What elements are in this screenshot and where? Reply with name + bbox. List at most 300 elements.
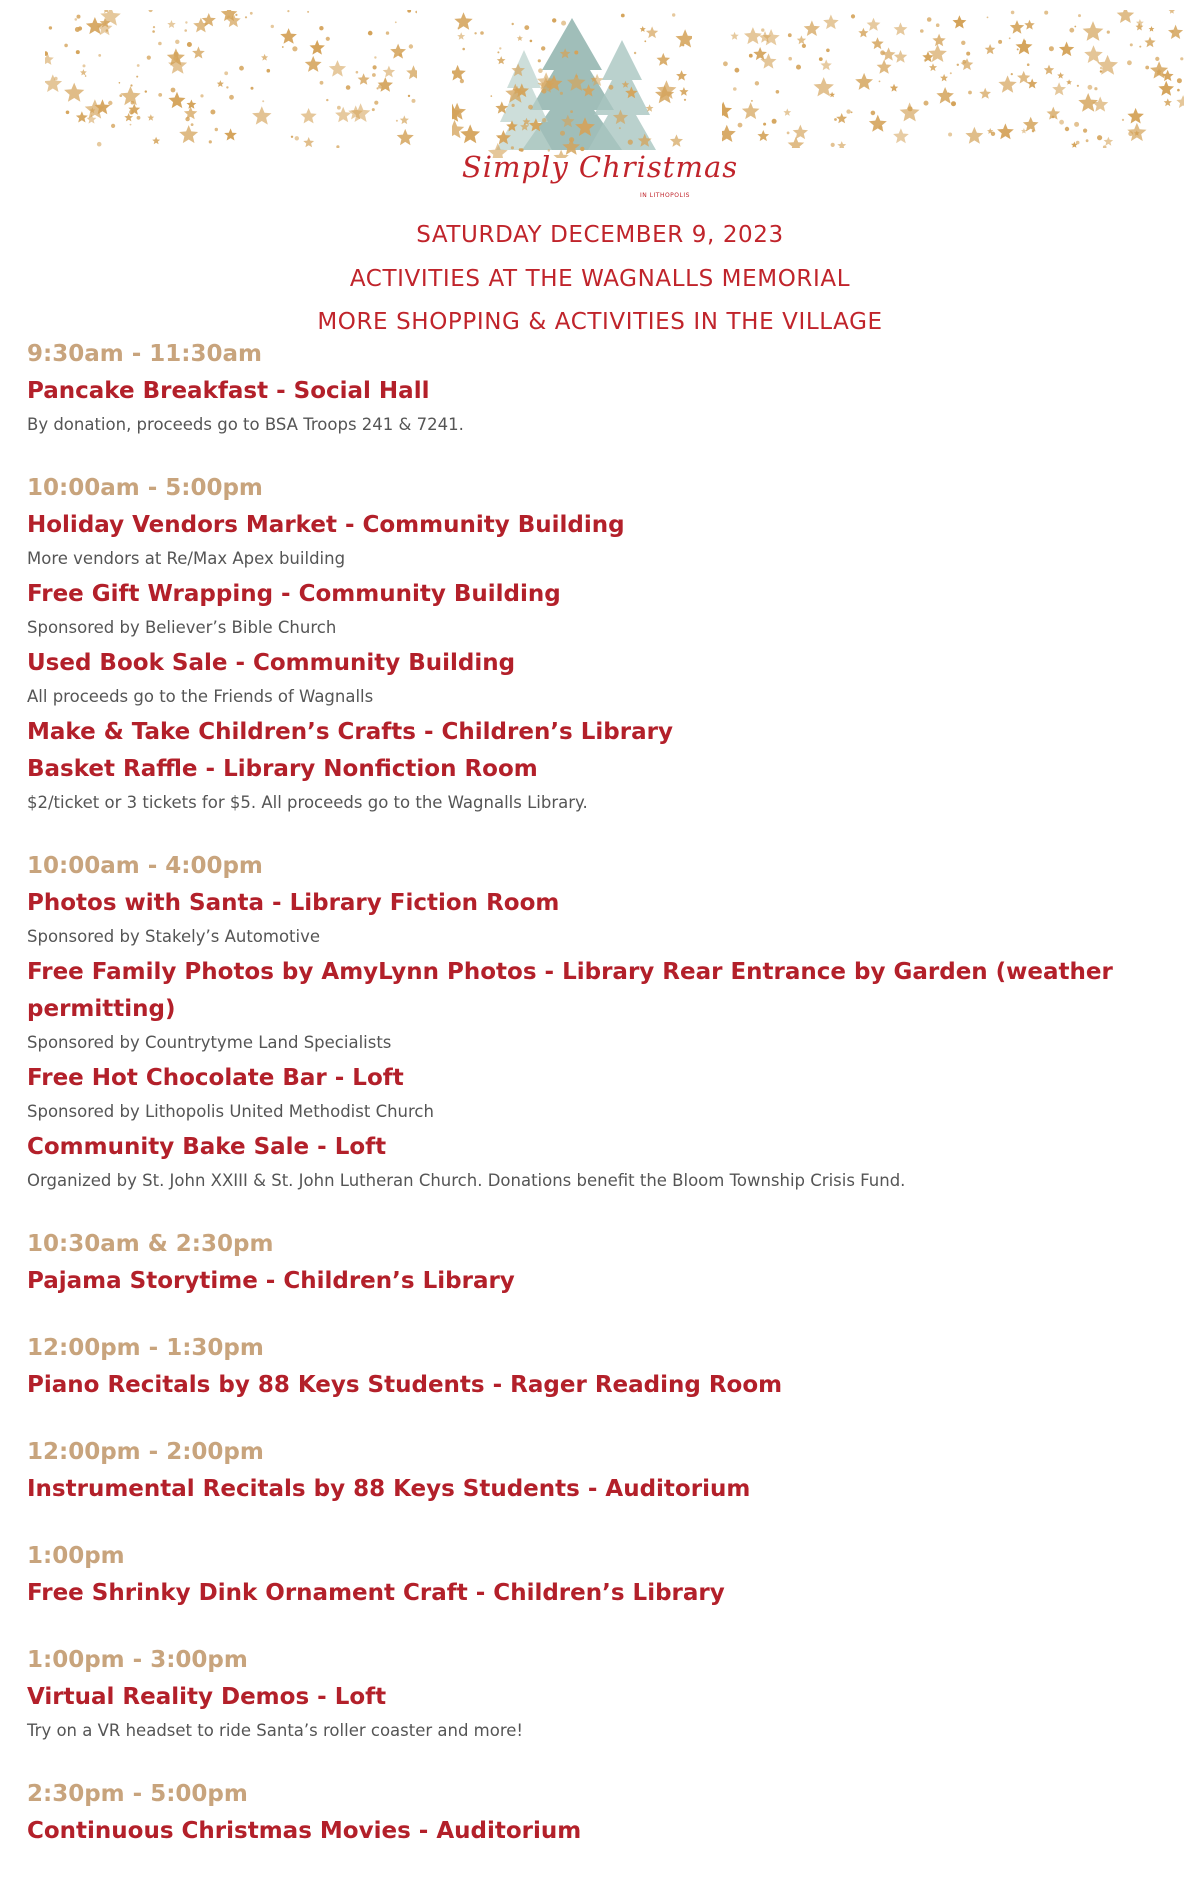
time-slot: 2:30pm - 5:00pm (27, 1781, 248, 1807)
star-icon (235, 14, 237, 16)
star-icon (879, 81, 881, 83)
star-icon (831, 143, 835, 147)
schedule-block (27, 1642, 1167, 1746)
star-icon (837, 141, 846, 148)
star-icon (64, 83, 84, 102)
star-icon (890, 84, 898, 92)
star-icon (1127, 108, 1144, 124)
event-title: Pancake Breakfast - Social Hall (27, 378, 430, 404)
star-icon (1130, 43, 1133, 46)
simply-christmas-logo (0, 150, 1200, 202)
star-icon (292, 46, 297, 51)
star-icon (1069, 28, 1074, 33)
star-icon (226, 86, 228, 88)
star-icon (407, 10, 411, 13)
star-icon (499, 47, 501, 49)
star-icon (185, 21, 187, 23)
star-icon (368, 31, 373, 36)
star-icon (744, 27, 762, 44)
star-icon (409, 44, 413, 48)
star-icon (742, 102, 760, 119)
star-icon (517, 35, 523, 41)
star-icon (224, 71, 228, 75)
star-icon (867, 18, 881, 31)
event-description: By donation, proceeds go to BSA Troops 241 & 7241. (27, 415, 464, 434)
star-icon (1074, 122, 1079, 127)
time-slot: 1:00pm - 3:00pm (27, 1647, 248, 1673)
star-icon (1065, 127, 1069, 131)
star-icon (829, 92, 835, 98)
star-icon (1158, 81, 1174, 96)
star-icon (928, 44, 947, 62)
event-description: Sponsored by Stakely’s Automotive (27, 927, 321, 946)
star-icon (1032, 130, 1035, 133)
star-icon (530, 40, 533, 43)
star-icon (541, 46, 545, 50)
event-title: Basket Raffle - Library Nonfiction Room (27, 756, 538, 782)
event-title: Make & Take Children’s Crafts - Children’s Library (27, 719, 673, 745)
star-icon (1059, 120, 1064, 125)
time-slot: 12:00pm - 2:00pm (27, 1439, 264, 1465)
star-icon (733, 87, 737, 91)
star-icon (372, 108, 375, 111)
event-title: Photos with Santa - Library Fiction Room (27, 890, 560, 916)
star-icon (998, 40, 1002, 44)
schedule-block (27, 1538, 1167, 1612)
star-icon (261, 54, 268, 61)
schedule-block (27, 470, 1167, 818)
star-icon (657, 53, 671, 66)
star-icon (130, 124, 132, 126)
event-title: Free Family Photos by AmyLynn Photos - Library Rear Entrance by Garden (weather permitting) (27, 959, 1113, 1022)
event-title: Community Bake Sale - Loft (27, 1134, 387, 1160)
star-icon (54, 77, 58, 81)
star-icon (1157, 72, 1160, 75)
star-icon (646, 26, 658, 38)
star-icon (927, 17, 932, 22)
star-icon (137, 64, 140, 67)
event-description: More vendors at Re/Max Apex building (27, 549, 346, 568)
star-icon (452, 65, 466, 81)
star-icon (320, 81, 324, 85)
star-icon (900, 102, 920, 121)
star-icon (335, 107, 351, 123)
time-slot: 1:00pm (27, 1543, 125, 1569)
star-icon (167, 20, 175, 28)
star-icon (1017, 48, 1019, 50)
event-description: Sponsored by Believer’s Bible Church (27, 618, 337, 637)
event-title: Continuous Christmas Movies - Auditorium (27, 1818, 582, 1844)
star-icon (965, 127, 983, 144)
star-icon (326, 37, 330, 41)
venue-heading: ACTIVITIES AT THE WAGNALLS MEMORIAL (349, 265, 851, 292)
star-icon (383, 66, 395, 78)
star-icon (722, 125, 736, 142)
event-title: Pajama Storytime - Children’s Library (27, 1268, 515, 1294)
star-icon (787, 132, 790, 135)
star-icon (561, 21, 566, 26)
star-icon (326, 99, 328, 101)
star-icon (291, 136, 293, 138)
star-icon (310, 40, 325, 55)
star-icon (498, 136, 500, 138)
star-icon (319, 26, 323, 30)
star-icon (77, 15, 81, 19)
event-description: Try on a VR headset to ride Santa’s roller coaster and more! (27, 1721, 524, 1740)
star-icon (497, 51, 499, 53)
star-icon (751, 100, 753, 102)
event-headings (0, 214, 1200, 345)
star-icon (158, 42, 162, 46)
star-icon (929, 63, 937, 71)
event-title: Piano Recitals by 88 Keys Students - Rager Reading Room (27, 1372, 783, 1398)
star-icon (1077, 85, 1079, 87)
star-icon (210, 110, 215, 115)
star-icon (454, 12, 472, 30)
star-icon (85, 75, 87, 77)
star-icon (804, 20, 820, 36)
star-icon (968, 91, 972, 95)
schedule-block (27, 1330, 1167, 1404)
star-icon (987, 17, 989, 19)
star-icon (1088, 85, 1093, 90)
schedule-block (27, 1226, 1167, 1300)
star-icon (1145, 66, 1149, 70)
event-title: Holiday Vendors Market - Community Building (27, 512, 625, 538)
gold-stars-illustration (45, 10, 417, 148)
star-icon (871, 37, 883, 49)
star-icon (136, 76, 138, 78)
star-icon (851, 111, 853, 113)
star-icon (217, 80, 224, 87)
star-icon (83, 64, 86, 67)
event-title: Instrumental Recitals by 88 Keys Students - Auditorium (27, 1476, 751, 1502)
star-icon (1044, 65, 1054, 75)
star-icon (262, 100, 264, 102)
star-icon (158, 93, 162, 97)
star-icon (108, 101, 112, 105)
star-icon (1092, 97, 1108, 112)
event-description: All proceeds go to the Friends of Wagnalls (27, 687, 374, 706)
star-icon (374, 56, 376, 58)
star-icon (1155, 57, 1159, 61)
star-icon (386, 31, 389, 34)
star-icon (749, 54, 753, 58)
star-icon (245, 16, 247, 18)
star-icon (191, 123, 194, 126)
star-icon (1083, 129, 1087, 133)
star-icon (1078, 93, 1098, 112)
star-icon (76, 111, 88, 122)
star-icon (640, 26, 646, 32)
star-icon (358, 73, 370, 85)
star-banner-right (722, 10, 1184, 148)
star-icon (215, 128, 218, 131)
star-icon (676, 70, 687, 80)
star-icon (894, 22, 908, 35)
star-icon (1044, 11, 1048, 15)
star-icon (936, 23, 940, 27)
schedule-block (27, 848, 1167, 1196)
event-title: Free Gift Wrapping - Community Building (27, 581, 561, 607)
star-icon (179, 125, 198, 143)
star-icon (78, 26, 82, 30)
star-icon (145, 90, 147, 92)
star-icon (1100, 70, 1102, 72)
star-icon (858, 28, 868, 38)
event-description: $2/ticket or 3 tickets for $5. All proceeds go to the Wagnalls Library. (27, 793, 588, 812)
star-icon (452, 103, 466, 120)
star-icon (528, 105, 533, 110)
tree-banner (452, 10, 692, 158)
star-icon (149, 10, 153, 12)
star-icon (49, 26, 52, 29)
star-icon (628, 140, 633, 145)
star-icon (1027, 79, 1038, 89)
star-icon (147, 114, 154, 121)
star-icon (64, 44, 68, 48)
star-icon (966, 52, 970, 56)
event-date-heading: SATURDAY DECEMBER 9, 2023 (416, 222, 784, 248)
star-icon (80, 69, 87, 75)
star-icon (171, 88, 176, 93)
star-icon (940, 74, 948, 82)
star-icon (1023, 117, 1039, 132)
star-icon (408, 95, 410, 97)
star-icon (1017, 71, 1030, 84)
winter-trees-illustration (452, 10, 692, 158)
star-icon (356, 71, 359, 74)
star-icon (723, 61, 728, 66)
star-icon (823, 15, 839, 30)
star-icon (415, 11, 417, 13)
event-description: Organized by St. John XXIII & St. John Lutheran Church. Donations benefit the Bloom Township Crisis Fund. (27, 1171, 906, 1190)
star-icon (951, 101, 956, 106)
star-icon (560, 92, 563, 95)
star-icon (192, 46, 205, 58)
star-icon (1094, 87, 1097, 90)
star-icon (575, 75, 578, 78)
star-icon (836, 113, 847, 123)
star-icon (267, 69, 271, 73)
star-icon (372, 73, 376, 77)
star-icon (574, 51, 578, 55)
star-icon (763, 123, 766, 126)
star-icon (147, 56, 151, 60)
star-icon (793, 125, 808, 140)
logo-script-text: Simply Christmas (461, 150, 739, 184)
star-icon (457, 32, 465, 40)
star-icon (679, 87, 688, 96)
star-icon (788, 33, 792, 37)
star-icon (512, 23, 514, 25)
star-icon (961, 41, 965, 45)
star-icon (1057, 72, 1064, 79)
event-title: Used Book Sale - Community Building (27, 650, 516, 676)
star-icon (137, 116, 141, 120)
star-icon (497, 56, 506, 64)
star-icon (187, 100, 197, 109)
star-icon (957, 64, 959, 66)
star-icon (1103, 145, 1107, 148)
star-icon (1059, 42, 1074, 57)
star-icon (252, 106, 271, 124)
star-icon (776, 90, 780, 94)
star-icon (1011, 11, 1015, 15)
star-icon (184, 107, 197, 120)
star-icon (730, 32, 738, 40)
star-icon (788, 57, 792, 61)
schedule-block (27, 1776, 1167, 1850)
star-icon (1097, 135, 1102, 140)
star-icon (950, 72, 952, 74)
star-icon (224, 128, 237, 140)
star-icon (953, 15, 967, 28)
star-icon (948, 133, 952, 137)
star-icon (936, 87, 954, 104)
star-icon (1009, 37, 1011, 39)
star-icon (753, 47, 767, 60)
star-icon (1062, 47, 1065, 50)
star-icon (1180, 57, 1183, 60)
star-icon (406, 65, 417, 79)
star-icon (287, 10, 289, 12)
star-icon (185, 117, 189, 121)
star-icon (761, 28, 764, 31)
star-icon (670, 134, 683, 147)
star-icon (851, 14, 855, 18)
star-icon (1021, 128, 1027, 134)
star-icon (1149, 26, 1155, 32)
star-icon (1024, 20, 1034, 30)
schedule-block (27, 1434, 1167, 1508)
star-icon (121, 86, 141, 105)
star-icon (152, 137, 160, 145)
star-icon (802, 44, 806, 48)
star-icon (400, 115, 409, 124)
star-icon (821, 60, 832, 71)
star-icon (397, 129, 414, 145)
star-banner-left (45, 10, 417, 148)
star-icon (672, 13, 675, 16)
star-icon (924, 101, 929, 106)
star-icon (684, 99, 686, 101)
star-icon (961, 58, 974, 70)
star-icon (735, 68, 740, 73)
star-icon (932, 34, 945, 47)
star-icon (877, 60, 892, 74)
star-icon (797, 35, 806, 44)
star-icon (378, 84, 382, 88)
star-icon (250, 12, 253, 15)
star-icon (329, 60, 346, 77)
star-icon (396, 120, 398, 122)
star-icon (1177, 89, 1180, 92)
star-icon (834, 118, 837, 121)
star-icon (377, 87, 379, 89)
star-icon (855, 73, 873, 90)
star-icon (412, 99, 416, 103)
star-icon (1168, 25, 1183, 39)
star-icon (1049, 46, 1054, 51)
star-icon (1100, 67, 1103, 70)
star-icon (991, 132, 995, 136)
star-icon (1078, 14, 1081, 17)
star-icon (1010, 20, 1024, 34)
event-description: Sponsored by Lithopolis United Methodist Church (27, 1102, 434, 1121)
star-icon (452, 120, 464, 138)
star-icon (282, 46, 284, 48)
star-icon (153, 26, 155, 28)
schedule-list (27, 336, 1167, 1880)
star-icon (45, 74, 62, 92)
star-icon (609, 85, 614, 90)
star-icon (111, 124, 115, 128)
star-icon (76, 50, 80, 54)
star-icon (119, 82, 121, 84)
star-icon (538, 59, 541, 62)
star-icon (1177, 78, 1182, 83)
time-slot: 10:00am - 5:00pm (27, 475, 263, 501)
star-icon (184, 29, 187, 32)
star-icon (1011, 73, 1013, 75)
star-icon (187, 42, 192, 47)
star-icon (152, 30, 155, 33)
star-icon (538, 68, 543, 73)
star-icon (819, 57, 823, 61)
star-icon (783, 108, 791, 116)
star-icon (1107, 31, 1110, 34)
star-icon (1066, 79, 1072, 84)
village-heading: MORE SHOPPING & ACTIVITIES IN THE VILLAGE (317, 309, 883, 335)
star-icon (871, 111, 876, 116)
event-title: Virtual Reality Demos - Loft (27, 1684, 387, 1710)
star-icon (374, 101, 378, 105)
star-icon (373, 65, 377, 69)
star-icon (621, 14, 625, 18)
star-icon (846, 109, 850, 113)
star-icon (796, 65, 801, 70)
star-icon (295, 136, 299, 140)
star-icon (1127, 60, 1132, 65)
star-icon (542, 118, 546, 122)
star-icon (814, 77, 834, 96)
star-icon (97, 142, 102, 147)
star-icon (305, 56, 322, 72)
star-icon (1169, 10, 1175, 14)
star-icon (1023, 40, 1026, 43)
star-icon (462, 48, 465, 51)
star-icon (66, 111, 70, 115)
star-icon (634, 52, 636, 54)
star-icon (1128, 131, 1133, 136)
star-icon (542, 89, 547, 94)
time-slot: 10:00am - 4:00pm (27, 853, 263, 879)
star-icon (168, 92, 185, 108)
star-icon (1076, 141, 1080, 145)
star-icon (998, 75, 1016, 92)
star-icon (894, 50, 907, 63)
star-icon (511, 146, 514, 149)
star-icon (524, 25, 529, 30)
star-icon (239, 66, 244, 71)
star-icon (757, 130, 769, 141)
star-icon (570, 110, 573, 113)
star-icon (1052, 82, 1066, 95)
star-icon (229, 95, 234, 100)
schedule-block (27, 336, 1167, 440)
event-title: Free Hot Chocolate Bar - Loft (27, 1065, 404, 1091)
